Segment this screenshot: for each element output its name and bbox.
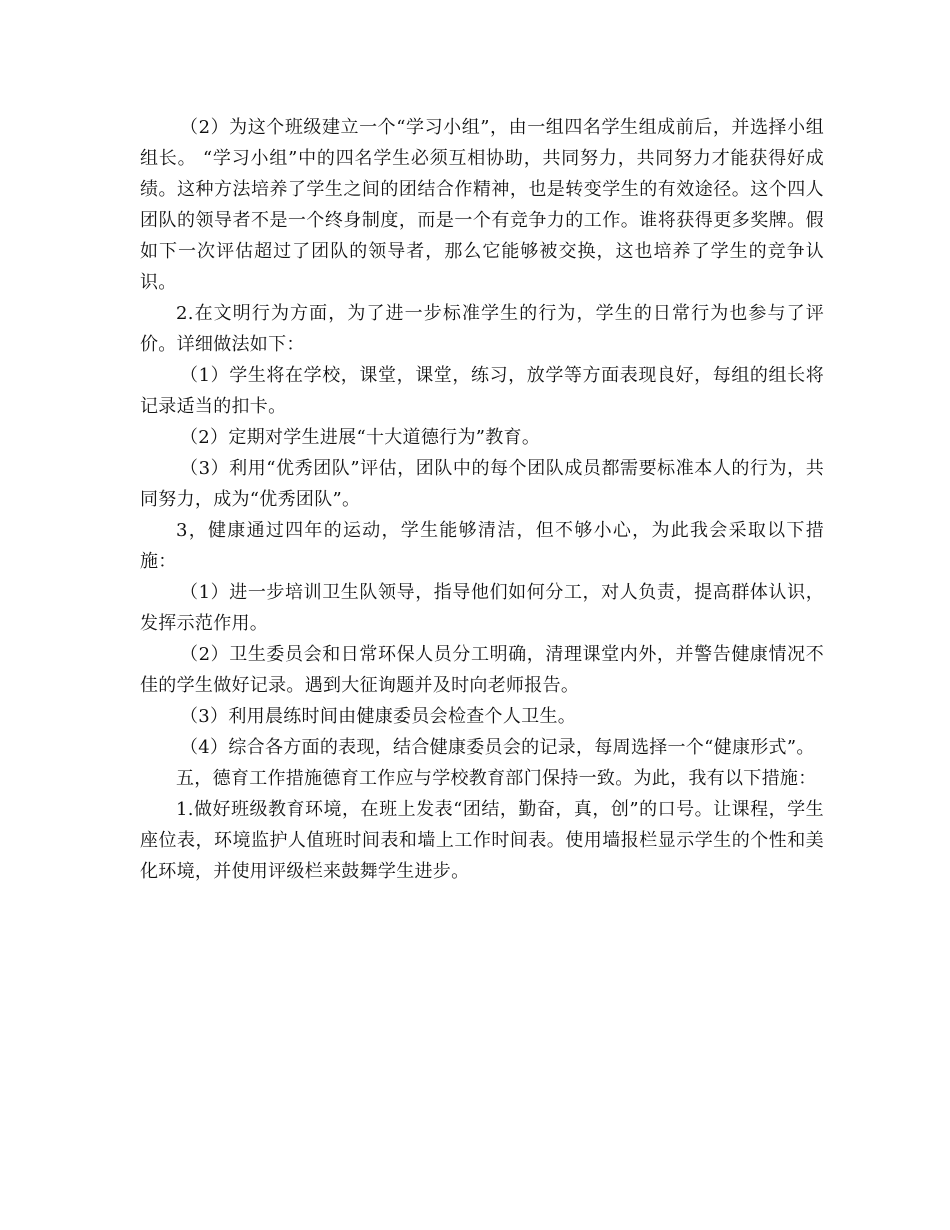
document-page xyxy=(140,112,824,887)
paragraph-health-item-1: （1）进一步培训卫生队领导，指导他们如何分工，对人负责，提高群体认识，发挥示范作用。 xyxy=(140,582,824,634)
paragraph-class-environment: 1.做好班级教育环境，在班上发表“团结，勤奋，真，创”的口号。让课程，学生座位表，环境监护人值班时间表和墙上工作时间表。使用墙报栏显示学生的个性和美化环境，并使用评级栏来鼓舞学生进步。 xyxy=(140,799,824,882)
paragraph-civilized-behavior: 2.在文明行为方面，为了进一步标准学生的行为，学生的日常行为也参与了评价。详细做法如下： xyxy=(140,303,824,355)
paragraph-study-group: （2）为这个班级建立一个“学习小组”，由一组四名学生组成前后，并选择小组组长。 “学习小组”中的四名学生必须互相协助，共同努力，共同努力才能获得好成绩。这种方法培养了学生之间的团结合作精神，也是转变学生的有效途径。这个四人团队的领导者不是一个终身制度，而是一个有竞争力的工作。谁将获得更多奖牌。假如下一次评估超过了团队的领导者，那么它能够被交换，这也培养了学生的竞争认识。 xyxy=(140,117,824,293)
paragraph-behavior-item-3: （3）利用“优秀团队”评估，团队中的每个团队成员都需要标准本人的行为，共同努力，成为“优秀团队”。 xyxy=(140,458,824,510)
paragraph-health: 3，健康通过四年的运动，学生能够清洁，但不够小心，为此我会采取以下措施： xyxy=(140,520,824,572)
paragraph-moral-education: 五，德育工作措施德育工作应与学校教育部门保持一致。为此，我有以下措施： xyxy=(176,768,817,789)
paragraph-behavior-item-1: （1）学生将在学校，课堂，课堂，练习，放学等方面表现良好，每组的组长将记录适当的扣卡。 xyxy=(140,365,824,417)
paragraph-health-item-2: （2）卫生委员会和日常环保人员分工明确，清理课堂内外，并警告健康情况不佳的学生做好记录。遇到大征询题并及时向老师报告。 xyxy=(140,644,824,696)
paragraph-health-item-3: （3）利用晨练时间由健康委员会检查个人卫生。 xyxy=(180,706,577,727)
paragraph-behavior-item-2: （2）定期对学生进展“十大道德行为”教育。 xyxy=(180,427,541,448)
paragraph-health-item-4: （4）综合各方面的表现，结合健康委员会的记录，每周选择一个“健康形式”。 xyxy=(180,737,815,758)
